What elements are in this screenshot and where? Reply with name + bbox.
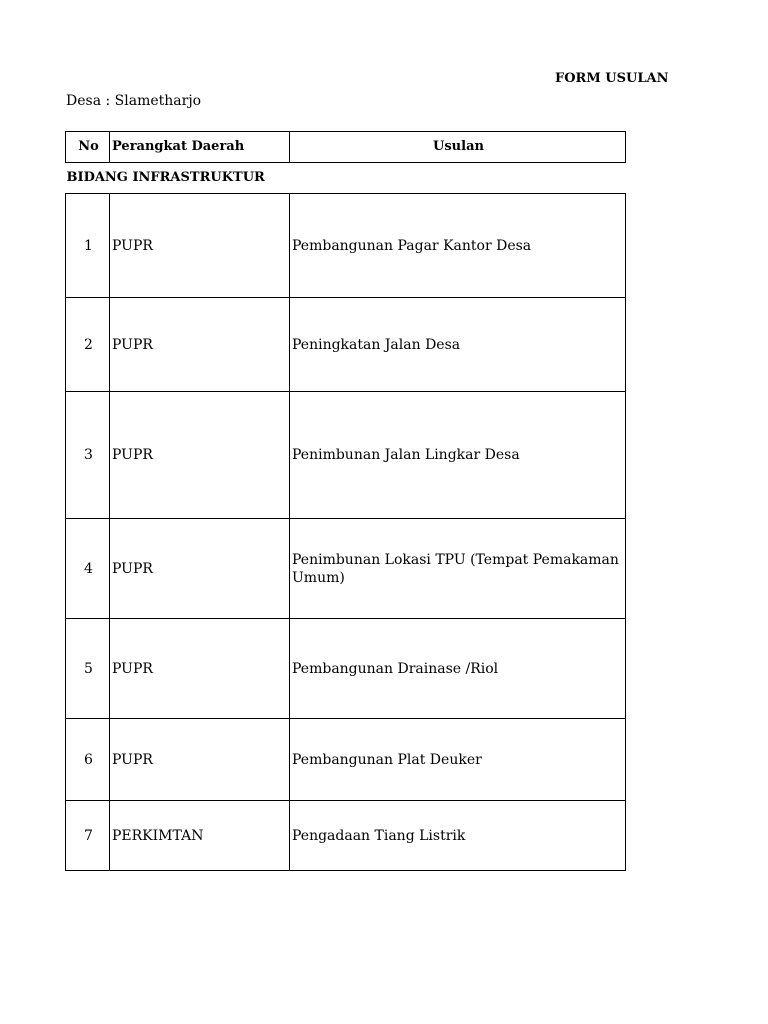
- row-perangkat: PUPR: [110, 194, 290, 298]
- table-row: [66, 519, 626, 619]
- table-row: [66, 719, 626, 801]
- header-usulan: Usulan: [290, 132, 626, 163]
- row-no: 1: [66, 194, 110, 298]
- row-perangkat: PUPR: [110, 519, 290, 619]
- usulan-table: [65, 131, 626, 871]
- row-usulan: Pengadaan Tiang Listrik: [290, 801, 626, 871]
- row-usulan: Pembangunan Pagar Kantor Desa: [290, 194, 626, 298]
- header-perangkat-daerah: Perangkat Daerah: [110, 132, 290, 163]
- row-perangkat: PUPR: [110, 298, 290, 392]
- table-row: [66, 298, 626, 392]
- section-row: [66, 163, 626, 194]
- table-header-row: [66, 132, 626, 163]
- row-usulan: Penimbunan Jalan Lingkar Desa: [290, 392, 626, 519]
- row-usulan: Pembangunan Drainase /Riol: [290, 619, 626, 719]
- row-usulan: Penimbunan Lokasi TPU (Tempat Pemakaman Umum): [290, 519, 626, 619]
- table-row: [66, 619, 626, 719]
- header-no: No: [66, 132, 110, 163]
- row-no: 3: [66, 392, 110, 519]
- row-no: 4: [66, 519, 110, 619]
- table-row: [66, 801, 626, 871]
- desa-label: Desa : Slametharjo: [66, 93, 202, 109]
- section-title: BIDANG INFRASTRUKTUR: [66, 170, 265, 185]
- row-usulan: Pembangunan Plat Deuker: [290, 719, 626, 801]
- row-perangkat: PUPR: [110, 392, 290, 519]
- row-perangkat: PERKIMTAN: [110, 801, 290, 871]
- row-no: 5: [66, 619, 110, 719]
- table-row: [66, 392, 626, 519]
- form-title: FORM USULAN: [555, 71, 669, 86]
- row-no: 7: [66, 801, 110, 871]
- row-perangkat: PUPR: [110, 719, 290, 801]
- table-row: [66, 194, 626, 298]
- row-no: 2: [66, 298, 110, 392]
- row-perangkat: PUPR: [110, 619, 290, 719]
- row-usulan: Peningkatan Jalan Desa: [290, 298, 626, 392]
- row-no: 6: [66, 719, 110, 801]
